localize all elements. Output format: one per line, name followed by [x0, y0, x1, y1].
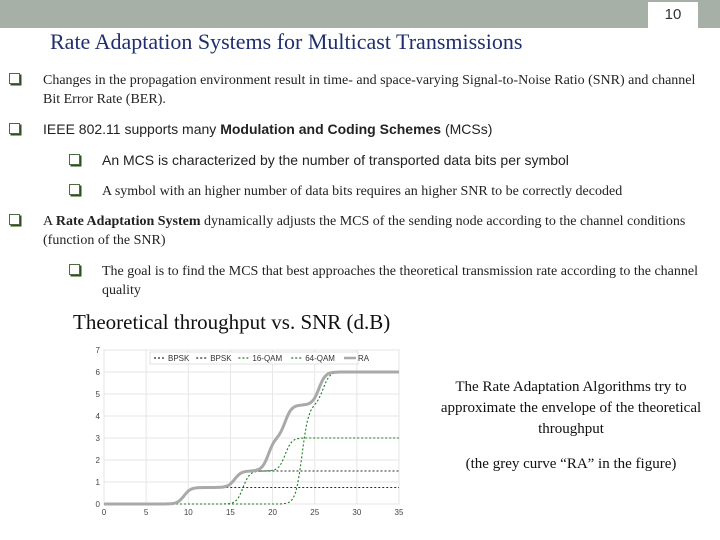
x-tick-label: 10	[183, 508, 193, 517]
x-tick-label: 20	[268, 508, 278, 517]
bullet-marker	[9, 214, 20, 225]
throughput-chart	[92, 342, 407, 520]
legend-label: 16-QAM	[252, 354, 283, 363]
x-tick-label: 5	[143, 508, 149, 517]
legend-label: 64-QAM	[305, 354, 335, 363]
y-tick-label: 2	[95, 456, 100, 465]
x-tick-label: 25	[310, 508, 320, 517]
legend-label: BPSK	[210, 354, 232, 363]
y-tick-label: 4	[95, 412, 100, 421]
bullet-3-pre: A	[43, 214, 56, 229]
bullet-2-pre: IEEE 802.11 supports many	[43, 121, 221, 137]
bullet-text-2b: A symbol with an higher number of data bits requires an higher SNR to be correctly decoded	[102, 184, 623, 199]
top-bar	[0, 0, 720, 28]
bullet-3-bold: Rate Adaptation System	[55, 214, 201, 229]
bullet-marker	[69, 154, 80, 165]
y-tick-label: 6	[95, 368, 100, 377]
x-tick-label: 0	[101, 508, 107, 517]
x-tick-label: 30	[352, 508, 362, 517]
bullet-text-2	[43, 120, 703, 139]
x-tick-label: 15	[225, 508, 235, 517]
bullet-text-2a: An MCS is characterized by the number of transported data bits per symbol	[102, 152, 569, 168]
bullet-3-post: dynamically adjusts the MCS of the sending node according to the channel conditions (function of the SNR)	[43, 214, 686, 248]
legend-label: BPSK	[168, 354, 190, 363]
chart-note: The Rate Adaptation Algorithms try to approximate the envelope of the theoretical throughput	[440, 379, 702, 437]
slide-title: Rate Adaptation Systems for Multicast Transmissions	[50, 29, 523, 54]
bullet-2-post: (MCSs)	[441, 121, 493, 137]
y-tick-label: 5	[95, 390, 100, 399]
page-number: 10	[648, 2, 698, 28]
legend-label: RA	[358, 354, 370, 363]
bullet-2-bold: Modulation and Coding Schemes	[220, 121, 442, 137]
bullet-marker	[9, 123, 20, 134]
bullet-marker	[69, 264, 80, 275]
bullet-marker	[9, 73, 20, 84]
y-tick-label: 0	[95, 500, 100, 509]
chart-title: Theoretical throughput vs. SNR (d.B)	[73, 310, 391, 334]
x-tick-label: 35	[394, 508, 404, 517]
y-tick-label: 7	[95, 346, 100, 355]
y-tick-label: 1	[95, 478, 100, 487]
bullet-text-3	[43, 212, 715, 250]
y-tick-label: 3	[95, 434, 100, 443]
bullet-marker	[69, 184, 80, 195]
bullet-text-3a: The goal is to find the MCS that best approaches the theoretical transmission rate according to the channel quality	[102, 264, 698, 298]
bullet-text-1: Changes in the propagation environment result in time- and space-varying Signal-to-Noise Ratio (SNR) and channel Bit Error Rate (BER).	[43, 73, 696, 107]
chart-note-ra: (the grey curve “RA” in the figure)	[465, 456, 677, 472]
